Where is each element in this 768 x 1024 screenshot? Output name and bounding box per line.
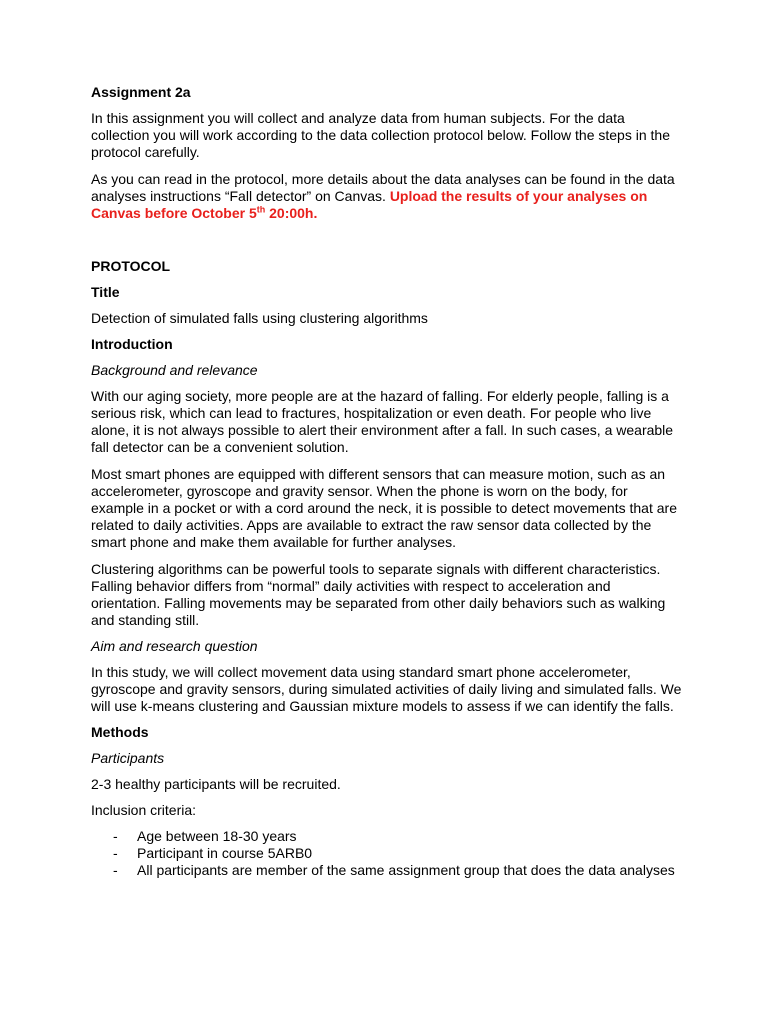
list-item [91, 828, 683, 845]
deadline-ordinal-suffix: th [256, 204, 266, 215]
bullet-marker: - [113, 845, 118, 861]
background-paragraph-2: Most smart phones are equipped with different sensors that can measure motion, such as an accelerometer, gyroscope and gravity sensor. When the phone is worn on the body, for example in a pocket or with a cord around the neck, it is possible to detect movements that are related to daily activities. Apps are available to extract the raw sensor data collected by the smart phone and make them available for further analyses. [91, 466, 677, 550]
aim-paragraph: In this study, we will collect movement data using standard smart phone accelerometer, gyroscope and gravity sensors, during simulated activities of daily living and simulated falls. We will use k-means clustering and Gaussian mixture models to assess if we can identify the falls. [91, 664, 682, 714]
study-title: Detection of simulated falls using clustering algorithms [91, 310, 428, 326]
introduction-heading: Introduction [91, 336, 173, 352]
assignment-title: Assignment 2a [91, 84, 191, 100]
background-heading: Background and relevance [91, 362, 258, 378]
assignment-intro-paragraph-1: In this assignment you will collect and analyze data from human subjects. For the data collection you will work according to the data collection protocol below. Follow the steps in the protocol carefully. [91, 110, 670, 160]
list-item [91, 845, 683, 862]
inclusion-criteria-list [91, 828, 683, 879]
deadline-text-before: Upload the results of your analyses on Canvas before October 5 [91, 188, 648, 221]
bullet-marker: - [113, 862, 118, 878]
background-paragraph-3: Clustering algorithms can be powerful tools to separate signals with different characteristics. Falling behavior differs from “normal” daily activities with respect to acceleration and orientation. Falling movements may be separated from other daily behaviors such as walking and standing still. [91, 561, 666, 628]
deadline-text-after: 20:00h. [265, 205, 318, 221]
background-paragraph-1: With our aging society, more people are at the hazard of falling. For elderly people, falling is a serious risk, which can lead to fractures, hospitalization or even death. For people who live alone, it is not always possible to alert their environment after a fall. In such cases, a wearable fall detector can be a convenient solution. [91, 388, 674, 455]
title-heading: Title [91, 284, 120, 300]
aim-heading: Aim and research question [91, 638, 258, 654]
participants-heading: Participants [91, 750, 165, 766]
intro-plain-text: As you can read in the protocol, more details about the data analyses can be found in the data analyses instructions “Fall detector” on Canvas. [91, 171, 675, 204]
participants-paragraph: 2-3 healthy participants will be recruited. [91, 776, 341, 792]
assignment-intro-paragraph-2 [91, 171, 683, 222]
protocol-heading: PROTOCOL [91, 258, 171, 274]
methods-heading: Methods [91, 724, 149, 740]
list-item-text: Participant in course 5ARB0 [137, 845, 313, 861]
list-item-text: Age between 18-30 years [137, 828, 297, 844]
inclusion-criteria-label: Inclusion criteria: [91, 802, 197, 818]
bullet-marker: - [113, 828, 118, 844]
list-item [91, 862, 683, 879]
document-page [91, 84, 683, 879]
list-item-text: All participants are member of the same assignment group that does the data analyses [137, 862, 675, 878]
